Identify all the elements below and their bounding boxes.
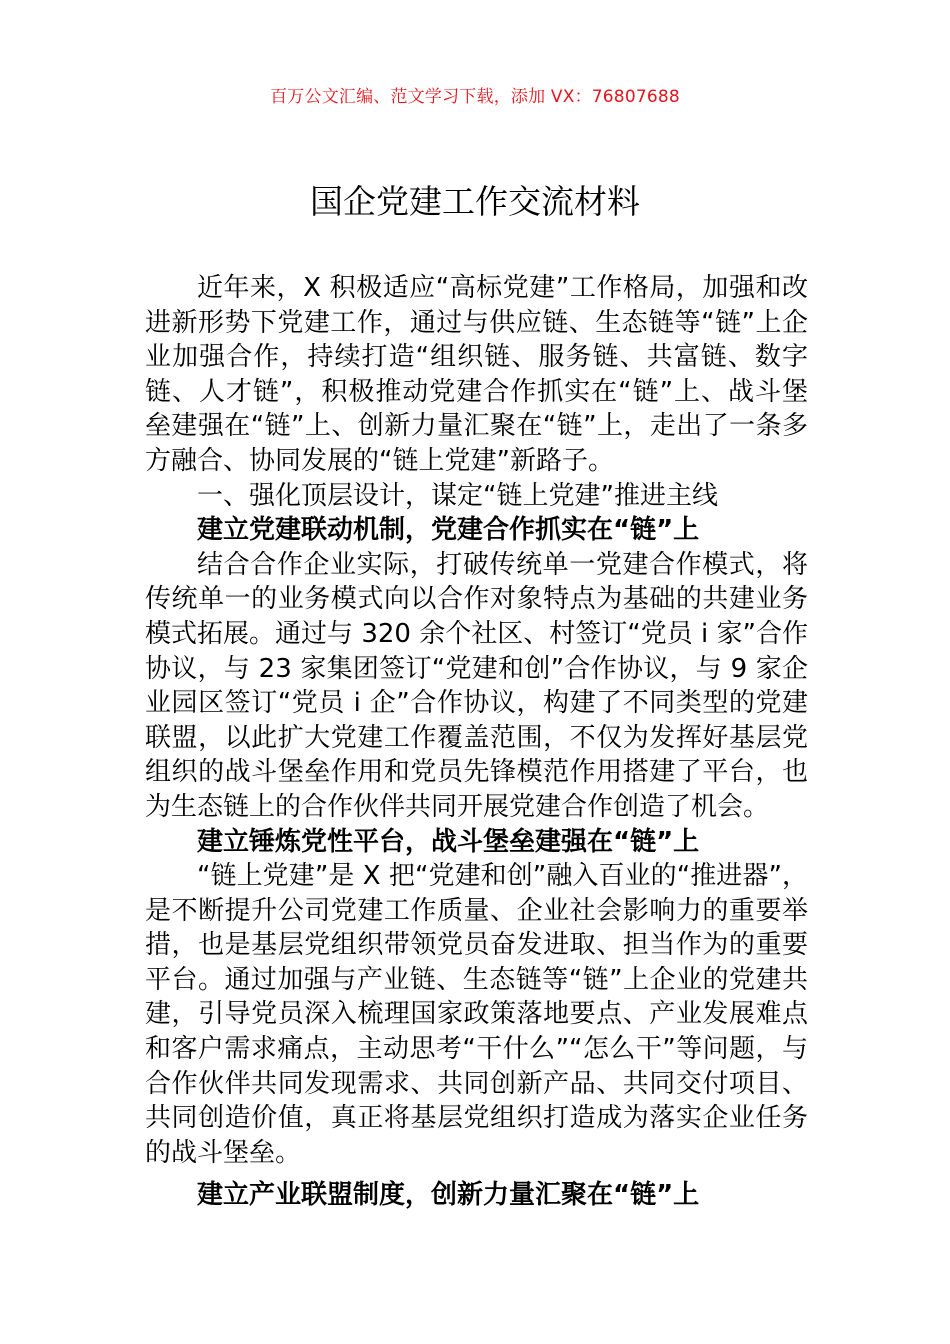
intro-paragraph: 近年来，X 积极适应“高标党建”工作格局，加强和改进新形势下党建工作，通过与供应链、生态链等“链”上企业加强合作，持续打造“组织链、服务链、共富链、数字链、人才链”，积极推动党建合作抓实在“链”上、战斗堡垒建强在“链”上、创新力量汇聚在“链”上，走出了一条多方融合、协同发展的“链上党建”新路子。 <box>145 273 808 476</box>
section-heading-1: 一、强化顶层设计，谋定“链上党建”推进主线 <box>197 480 718 511</box>
page-title: 国企党建工作交流材料 <box>310 182 640 221</box>
subheading-2: 建立锤炼党性平台，战斗堡垒建强在“链”上 <box>197 826 700 857</box>
document-body <box>145 271 808 1213</box>
body-paragraph-2: “链上党建”是 X 把“党建和创”融入百业的“推进器”，是不断提升公司党建工作质量、企业社会影响力的重要举措，也是基层党组织带领党员奋发进取、担当作为的重要平台。通过加强与产业链、生态链等“链”上企业的党建共建，引导党员深入梳理国家政策落地要点、产业发展难点和客户需求痛点，主动思考“干什么”“怎么干”等问题，与合作伙伴共同发现需求、共同创新产品、共同交付项目、共同创造价值，真正将基层党组织打造成为落实企业任务的战斗堡垒。 <box>145 861 808 1168</box>
subheading-3: 建立产业联盟制度，创新力量汇聚在“链”上 <box>197 1180 700 1211</box>
subheading-1: 建立党建联动机制，党建合作抓实在“链”上 <box>197 515 700 546</box>
body-paragraph-1: 结合合作企业实际，打破传统单一党建合作模式，将传统单一的业务模式向以合作对象特点为基础的共建业务模式拓展。通过与 320 余个社区、村签订“党员 i 家”合作协议，与 23 家集团签订“党建和创”合作协议，与 9 家企业园区签订“党员 i 企”合作协议，构建了不同类型的党建联盟，以此扩大党建工作覆盖范围，不仅为发挥好基层党组织的战斗堡垒作用和党员先锋模范作用搭建了平台，也为生态链上的合作伙伴共同开展党建合作创造了机会。 <box>145 549 808 822</box>
header-notice: 百万公文汇编、范文学习下载，添加 VX：76807688 <box>270 87 680 107</box>
